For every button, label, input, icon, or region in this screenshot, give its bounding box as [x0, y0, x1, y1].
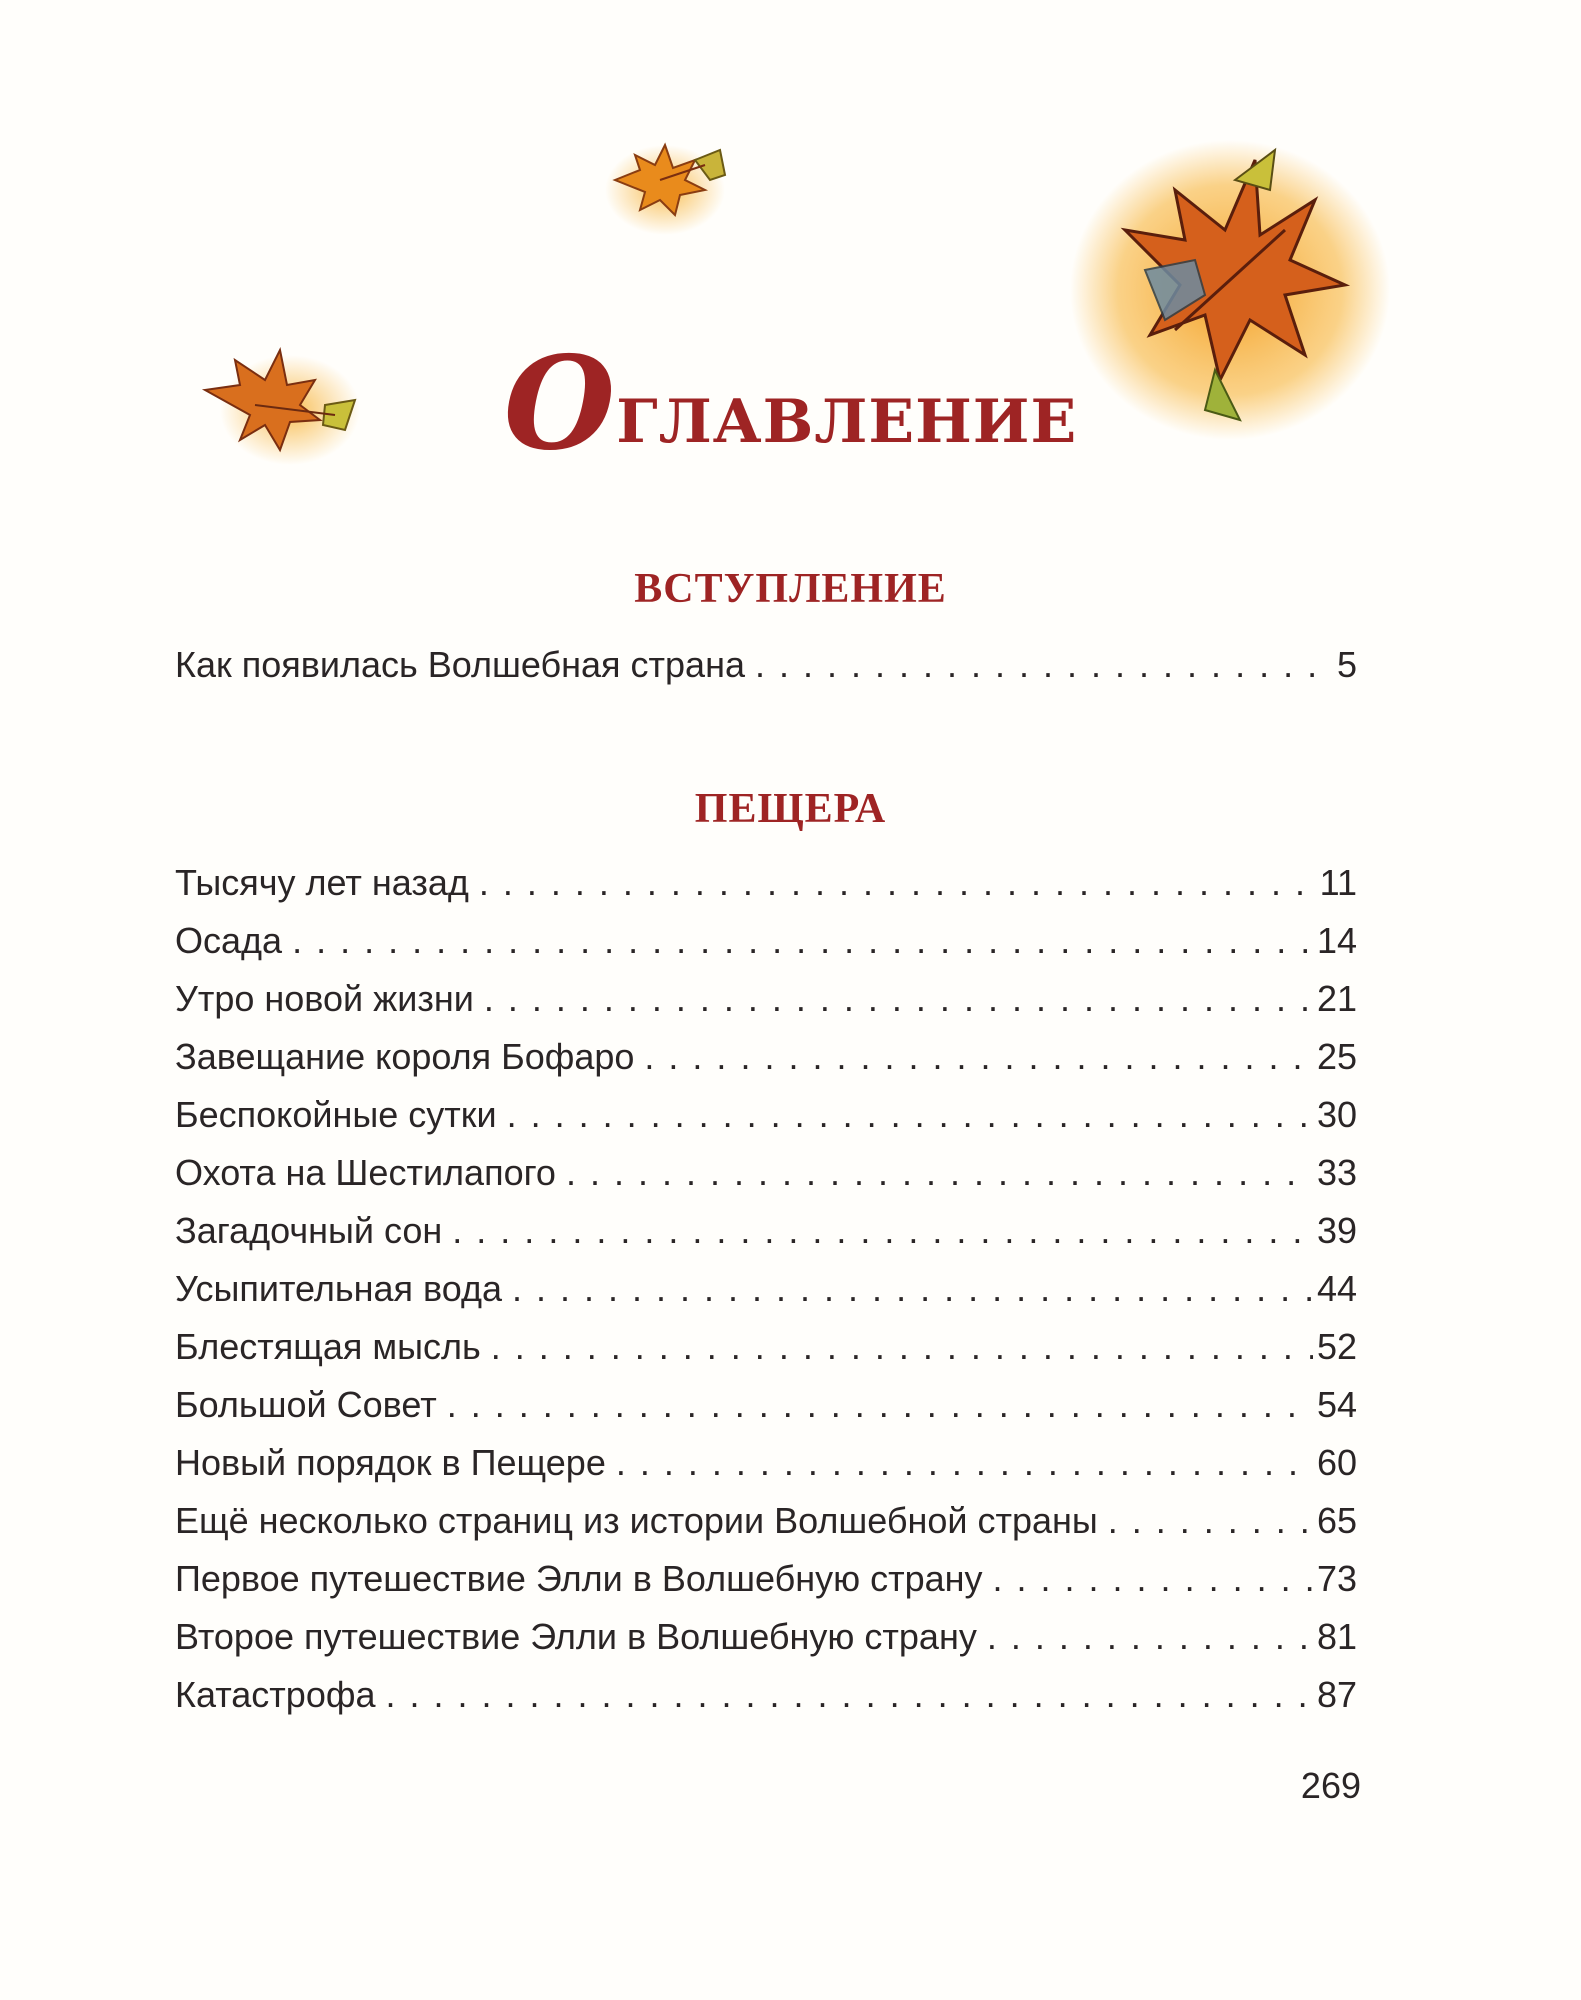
- dot-leader: [616, 1434, 1313, 1492]
- dot-leader: [987, 1608, 1313, 1666]
- toc-entry[interactable]: [175, 912, 1357, 970]
- dot-leader: [644, 1028, 1313, 1086]
- toc-entry-title: Тысячу лет назад: [175, 862, 469, 903]
- toc-entry[interactable]: [175, 636, 1357, 694]
- toc-entry-page: 21: [1316, 978, 1357, 1019]
- toc-entry-title: Беспокойные сутки: [175, 1094, 497, 1135]
- dot-leader: [447, 1376, 1313, 1434]
- toc-entry-title: Как появилась Волшебная страна: [175, 644, 745, 685]
- toc-entry[interactable]: [175, 1086, 1357, 1144]
- dot-leader: [385, 1666, 1312, 1724]
- toc-entry[interactable]: [175, 854, 1357, 912]
- toc-entry-title: Катастрофа: [175, 1674, 376, 1715]
- toc-entry[interactable]: [175, 1550, 1357, 1608]
- page-title: [0, 329, 1581, 479]
- dot-leader: [512, 1260, 1313, 1318]
- toc-entry-page: 39: [1316, 1210, 1357, 1251]
- section-heading-intro: ВСТУПЛЕНИЕ: [634, 566, 947, 612]
- toc-entry-title: Ещё несколько страниц из истории Волшебной страны: [175, 1500, 1098, 1541]
- toc-entry[interactable]: [175, 1434, 1357, 1492]
- toc-entry-title: Большой Совет: [175, 1384, 437, 1425]
- toc-entry-page: 87: [1316, 1674, 1357, 1715]
- toc-entry-page: 30: [1316, 1094, 1357, 1135]
- title-rest: главление: [616, 362, 1078, 463]
- toc-entry[interactable]: [175, 1144, 1357, 1202]
- title-initial: О: [503, 329, 617, 479]
- toc-entry-page: 73: [1316, 1558, 1357, 1599]
- toc-entry-title: Охота на Шестилапого: [175, 1152, 556, 1193]
- toc-list-cave: [175, 854, 1357, 1724]
- toc-entry[interactable]: [175, 1202, 1357, 1260]
- toc-entry-page: 65: [1316, 1500, 1357, 1541]
- dot-leader: [1108, 1492, 1313, 1550]
- toc-entry-page: 52: [1316, 1326, 1357, 1367]
- dot-leader: [452, 1202, 1313, 1260]
- toc-entry-title: Блестящая мысль: [175, 1326, 481, 1367]
- toc-entry[interactable]: [175, 1260, 1357, 1318]
- toc-entry-page: 60: [1316, 1442, 1357, 1483]
- toc-entry[interactable]: [175, 1666, 1357, 1724]
- toc-entry[interactable]: [175, 1492, 1357, 1550]
- toc-entry-title: Загадочный сон: [175, 1210, 443, 1251]
- dot-leader: [507, 1086, 1313, 1144]
- dot-leader: [566, 1144, 1313, 1202]
- toc-entry-page: 81: [1316, 1616, 1357, 1657]
- dot-leader: [484, 970, 1313, 1028]
- toc-entry-title: Осада: [175, 920, 283, 961]
- toc-entry-page: 44: [1316, 1268, 1357, 1309]
- toc-entry-page: 11: [1319, 862, 1357, 903]
- dot-leader: [755, 636, 1333, 694]
- toc-entry-title: Новый порядок в Пещере: [175, 1442, 606, 1483]
- toc-entry-page: 5: [1336, 644, 1357, 685]
- dot-leader: [479, 854, 1316, 912]
- toc-entry[interactable]: [175, 1318, 1357, 1376]
- toc-entry-title: Утро новой жизни: [175, 978, 474, 1019]
- dot-leader: [993, 1550, 1313, 1608]
- toc-entry-title: Усыпительная вода: [175, 1268, 502, 1309]
- section-heading-cave: ПЕЩЕРА: [694, 786, 887, 832]
- dot-leader: [491, 1318, 1313, 1376]
- toc-list-intro: [175, 636, 1357, 694]
- toc-entry[interactable]: [175, 970, 1357, 1028]
- maple-leaf-illustration-small: [595, 120, 745, 250]
- toc-entry-page: 54: [1316, 1384, 1357, 1425]
- toc-entry-title: Первое путешествие Элли в Волшебную страну: [175, 1558, 983, 1599]
- toc-entry-page: 14: [1316, 920, 1357, 961]
- toc-entry-title: Завещание короля Бофаро: [175, 1036, 635, 1077]
- toc-entry-page: 25: [1316, 1036, 1357, 1077]
- toc-entry-page: 33: [1316, 1152, 1357, 1193]
- toc-entry[interactable]: [175, 1376, 1357, 1434]
- page-number: 269: [1300, 1765, 1361, 1806]
- dot-leader: [292, 912, 1313, 970]
- toc-entry[interactable]: [175, 1608, 1357, 1666]
- toc-entry-title: Второе путешествие Элли в Волшебную страну: [175, 1616, 977, 1657]
- toc-entry[interactable]: [175, 1028, 1357, 1086]
